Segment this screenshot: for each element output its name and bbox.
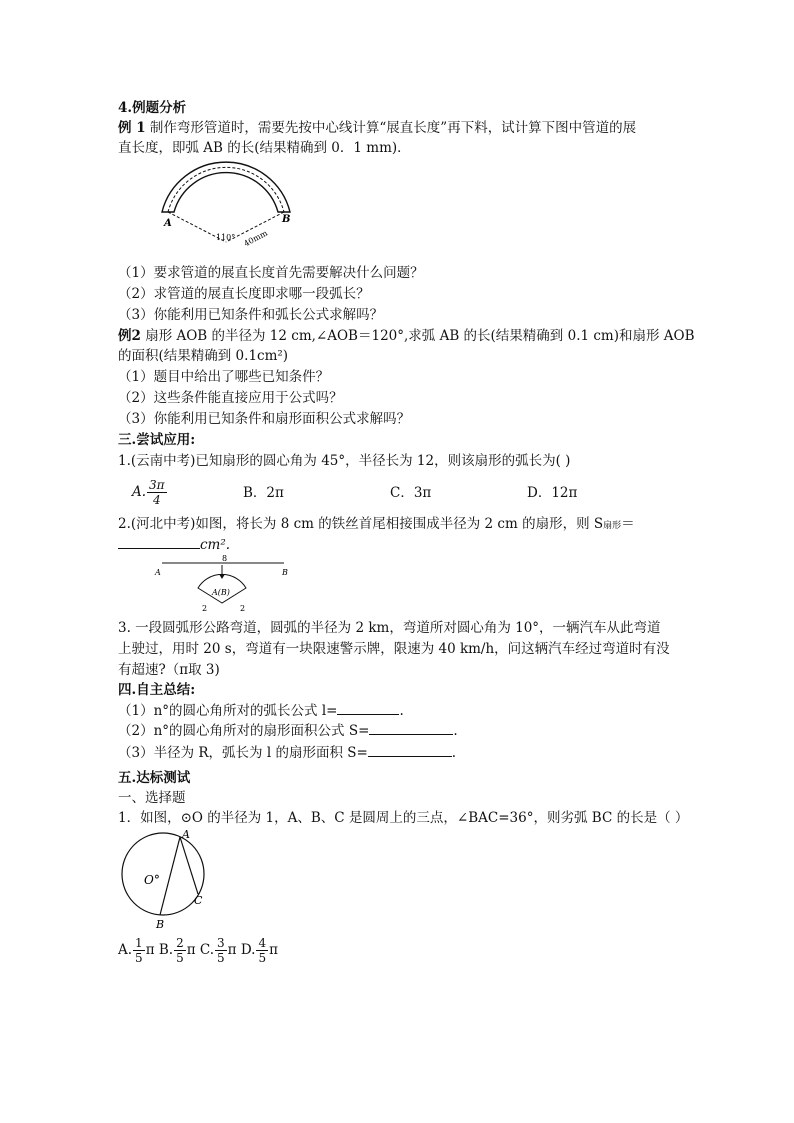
option-a-num: 3π (149, 478, 165, 492)
answer-blank[interactable] (118, 534, 200, 549)
test-option-c (199, 936, 237, 965)
problem-2-subscript: 扇形 (603, 521, 622, 531)
option-d: D．12π (527, 485, 578, 501)
summary-2-end: . (453, 723, 458, 739)
problem-2-line2 (118, 534, 230, 555)
summary-1 (118, 700, 404, 721)
example2-label: 例2 (118, 328, 141, 344)
question-1: （1）要求管道的展直长度首先需要解决什么问题？ (118, 265, 424, 281)
test-option-a-pi: π (145, 942, 155, 958)
example1-label: 例 1 (118, 120, 146, 136)
fig1-label-b: B (282, 214, 291, 225)
question-6: （3）你能利用已知条件和扇形面积公式求解吗？ (118, 411, 411, 427)
test-option-b (158, 936, 196, 965)
test-option-a-num: 1 (135, 936, 143, 950)
fig2-label-a: A (155, 568, 161, 577)
option-a-label: A. (132, 484, 147, 500)
test-option-d-pi: π (269, 942, 278, 958)
test-option-d-den: 5 (258, 951, 267, 965)
option-a-den: 4 (152, 493, 161, 507)
question-3: （3）你能利用已知条件和弧长公式求解吗？ (118, 307, 384, 323)
test-option-b-pi: π (186, 942, 196, 958)
option-c: C．3π (390, 485, 432, 501)
section-title-examples: 4.例题分析 (118, 100, 187, 116)
test-option-a-frac (133, 936, 145, 965)
example1-text1: 制作弯形管道时，需要先按中心线计算“展直长度”再下料，试计算下图中管道的展 (145, 120, 637, 136)
test-option-a-label: A. (118, 942, 133, 958)
problem-3-line3: 有超速?（π取 3) (118, 662, 220, 678)
test-option-a-den: 5 (135, 951, 143, 965)
section-title-apply: 三.尝试应用: (118, 432, 196, 448)
example1-line2: 直长度，即弧 AB 的长(结果精确到 0．1 mm)． (118, 140, 411, 156)
test-option-b-frac (174, 936, 186, 965)
fig2-length: 8 (222, 554, 228, 563)
section-title-summary: 四.自主总结: (118, 682, 196, 698)
circle-figure (118, 828, 218, 931)
pipe-figure (158, 160, 298, 250)
test-option-b-den: 5 (176, 951, 184, 965)
problem-1: 1.(云南中考)已知扇形的圆心角为 45°，半径长为 12，则该扇形的弧长为( ) (118, 453, 571, 469)
summary-1-end: . (399, 703, 404, 719)
test-option-c-den: 5 (217, 951, 225, 965)
example2-line2: 的面积(结果精确到 0.1cm²) (118, 348, 289, 364)
problem-2-unit: cm². (200, 537, 231, 553)
question-4: （1）题目中给出了哪些已知条件？ (118, 369, 330, 385)
wire-figure (152, 554, 292, 617)
summary-1-text: （1）n°的圆心角所对的弧长公式 l= (118, 703, 338, 719)
fig2-radius-2: 2 (240, 604, 246, 613)
summary-3-blank[interactable] (368, 742, 452, 757)
section-title-test: 五.达标测试 (118, 770, 191, 786)
fig3-label-a: A (182, 828, 190, 841)
option-a-fraction (147, 478, 167, 507)
fig2-radius-1: 2 (202, 604, 208, 613)
example2-line1 (118, 326, 695, 346)
subtitle-multiple-choice: 一、选择题 (118, 790, 186, 806)
test-option-b-label: B. (158, 942, 174, 958)
test-option-c-pi: π (227, 942, 237, 958)
fig2-sector-label: A(B) (212, 588, 230, 597)
fig1-angle: 110° (216, 233, 236, 242)
test-option-b-num: 2 (176, 936, 184, 950)
question-2: （2）求管道的展直长度即求哪一段弧长？ (118, 286, 370, 302)
test-option-c-num: 3 (217, 936, 225, 950)
fig1-label-a: A (164, 218, 172, 229)
option-b: B．2π (243, 485, 284, 501)
fig1-length: 40mm (242, 228, 269, 249)
example1-line1 (118, 118, 636, 138)
summary-2-text: （2）n°的圆心角所对的扇形面积公式 S= (118, 723, 370, 739)
summary-3-end: . (451, 745, 457, 761)
test-options (118, 936, 278, 965)
test-option-d-label: D. (240, 942, 256, 958)
test-option-c-label: C. (199, 942, 215, 958)
summary-3 (118, 742, 456, 763)
problem-2-text: 2.(河北中考)如图，将长为 8 cm 的铁丝首尾相接围成半径为 2 cm 的扇形，则 S (118, 516, 604, 532)
problem-2-line1 (118, 514, 635, 536)
problem-3-line2: 上驶过，用时 20 s，弯道有一块限速警示牌，限速为 40 km/h，问这辆汽车经过弯道时有没 (118, 641, 670, 657)
fig3-label-o: O° (144, 873, 160, 887)
summary-3-text: （3）半径为 R，弧长为 l 的扇形面积 S= (118, 745, 368, 761)
fig2-label-b: B (282, 568, 288, 577)
problem-2-equals: ＝ (621, 516, 635, 532)
summary-2-blank[interactable] (369, 720, 453, 735)
test-problem-1: 1．如图，⊙O 的半径为 1，A、B、C 是圆周上的三点，∠BAC=36°，则劣弧 BC 的长是（ ） (118, 810, 689, 826)
test-option-a (118, 936, 155, 965)
test-option-c-frac (215, 936, 227, 965)
fig3-label-c: C (194, 894, 203, 907)
test-option-d-frac (256, 936, 268, 965)
test-option-d-num: 4 (258, 936, 267, 950)
option-a (132, 478, 168, 507)
summary-2 (118, 720, 458, 741)
problem-3-line1: 3. 一段圆弧形公路弯道，圆弧的半径为 2 km，弯道所对圆心角为 10°，一辆汽车从此弯道 (118, 620, 661, 636)
fig3-label-b: B (156, 918, 165, 931)
question-5: （2）这些条件能直接应用于公式吗？ (118, 390, 343, 406)
summary-1-blank[interactable] (337, 700, 399, 715)
example2-text1: 扇形 AOB 的半径为 12 cm,∠AOB＝120°,求弧 AB 的长(结果精确到 0.1 cm)和扇形 AOB (140, 328, 695, 344)
test-option-d (240, 936, 278, 965)
